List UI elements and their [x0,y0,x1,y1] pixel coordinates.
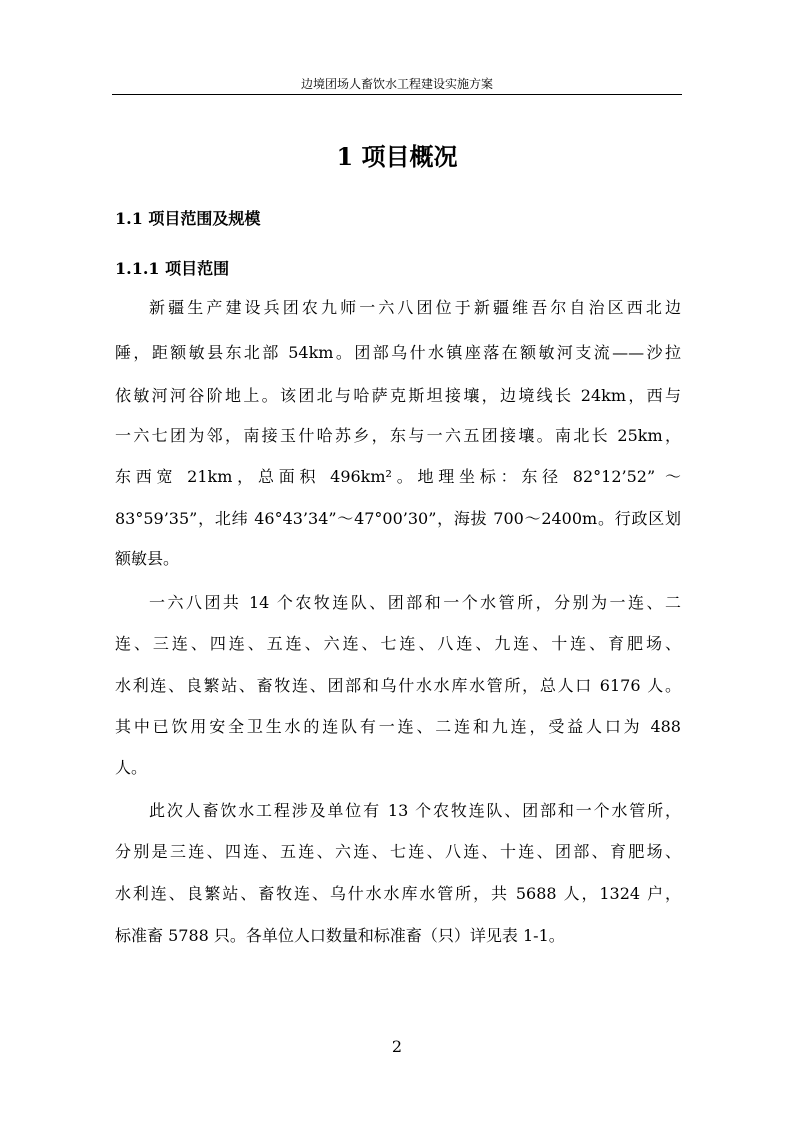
paragraph-line: 依敏河河谷阶地上。该团北与哈萨克斯坦接壤，边境线长 24km，西与 [115,386,681,405]
paragraph-line: 此次人畜饮水工程涉及单位有 13 个农牧连队、团部和一个水管所， [149,801,681,820]
paragraph-line: 83°59’35”，北纬 46°43’34”～47°00’30”，海拔 700～2400m。行政区划 [115,509,681,528]
paragraph-line: 额敏县。 [115,549,180,568]
paragraph-line: 其中已饮用安全卫生水的连队有一连、二连和九连，受益人口为 488 [115,717,681,736]
paragraph-line: 水利连、良繁站、畜牧连、乌什水水库水管所，共 5688 人，1324 户， [115,884,681,903]
section-heading: 1.1 项目范围及规模 [115,209,261,228]
paragraph-line: 分别是三连、四连、五连、六连、七连、八连、十连、团部、育肥场、 [115,842,681,861]
paragraph-line: 一六七团为邻，南接玉什哈苏乡，东与一六五团接壤。南北长 25km， [115,426,681,445]
paragraph-line: 东西宽 21km，总面积 496km²。地理坐标：东径 82°12’52” ～ [115,467,681,486]
paragraph-line: 一六八团共 14 个农牧连队、团部和一个水管所，分别为一连、二 [149,593,681,612]
subsection-heading: 1.1.1 项目范围 [115,259,230,278]
paragraph-line: 人。 [115,758,148,777]
header-rule [112,94,682,95]
paragraph-line: 陲，距额敏县东北部 54km。团部乌什水镇座落在额敏河支流——沙拉 [115,343,681,362]
paragraph-line: 标准畜 5788 只。各单位人口数量和标准畜（只）详见表 1-1。 [115,926,565,945]
chapter-title: 1 项目概况 [336,142,458,171]
paragraph-line: 新疆生产建设兵团农九师一六八团位于新疆维吾尔自治区西北边 [149,298,681,317]
paragraph-line: 连、三连、四连、五连、六连、七连、八连、九连、十连、育肥场、 [115,634,681,653]
running-header: 边境团场人畜饮水工程建设实施方案 [300,77,493,91]
page-number: 2 [391,1037,403,1056]
paragraph-line: 水利连、良繁站、畜牧连、团部和乌什水水库水管所，总人口 6176 人。 [115,676,681,695]
